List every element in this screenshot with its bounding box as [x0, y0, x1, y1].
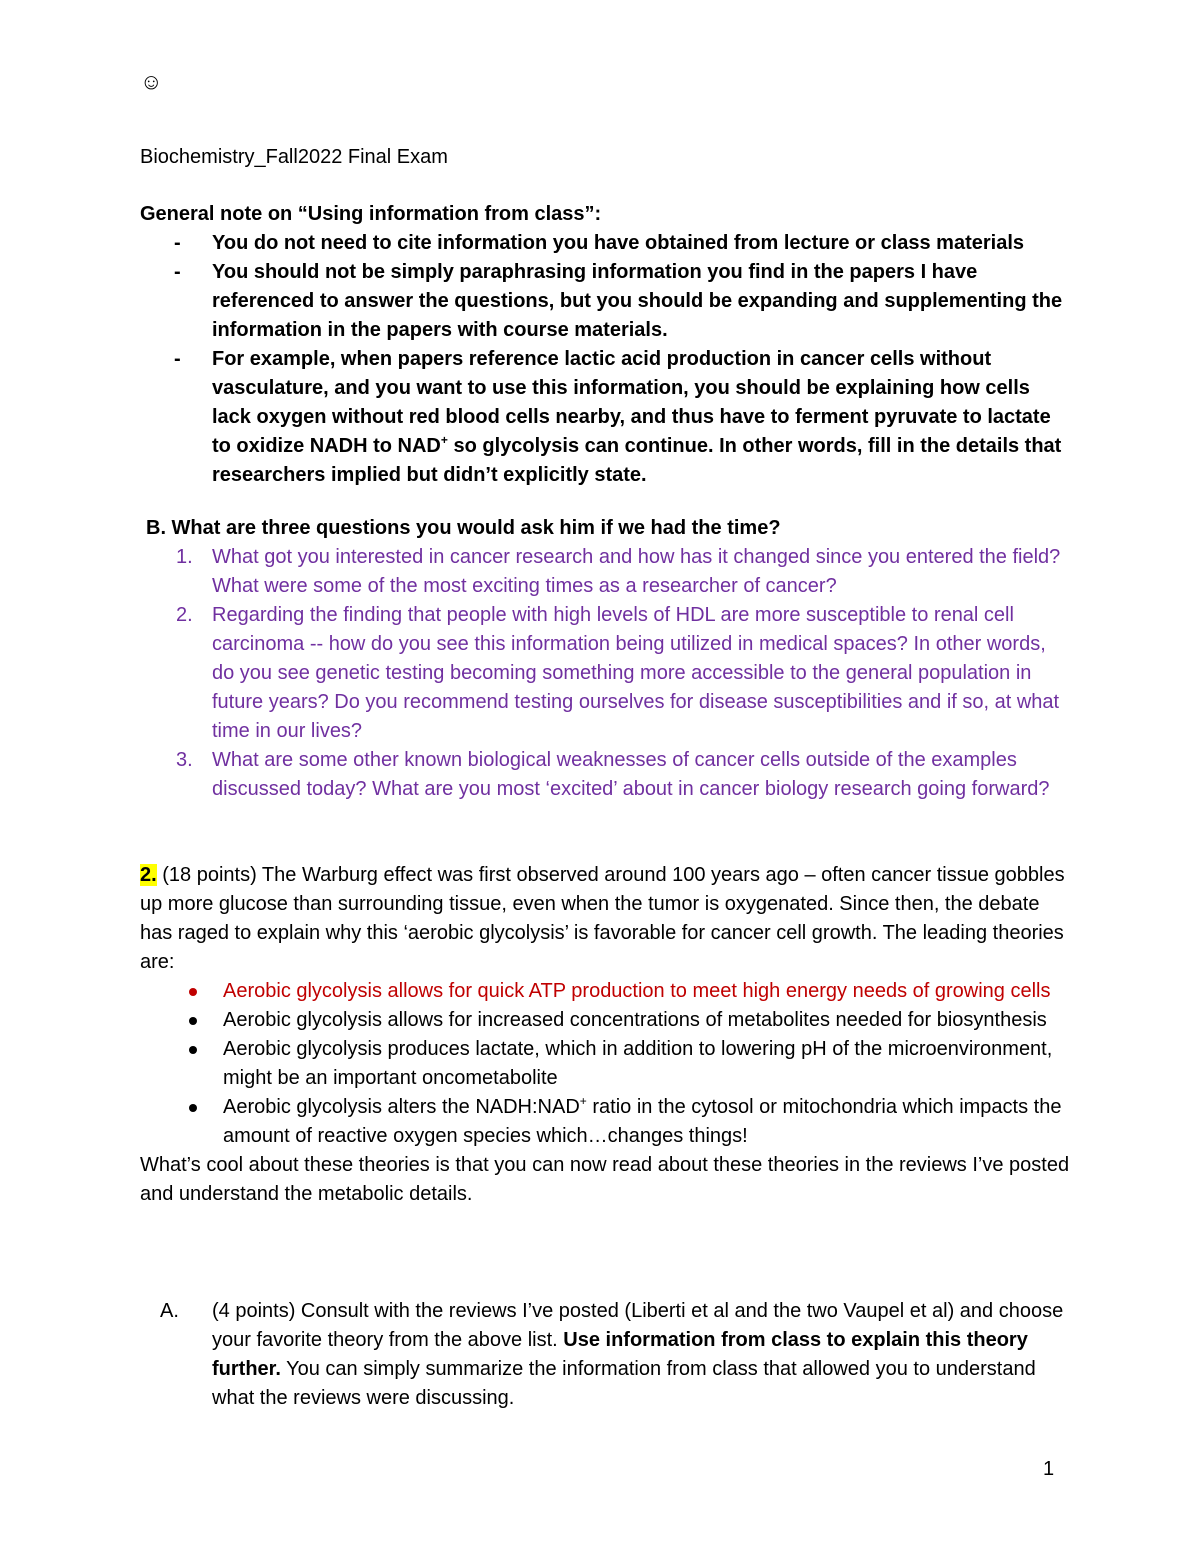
bullet-icon: [189, 1046, 197, 1054]
bullet-icon: [189, 1104, 197, 1112]
dash-marker: -: [174, 232, 181, 254]
smiley-icon: ☺: [140, 69, 163, 94]
theory-text-before: Aerobic glycolysis alters the NADH:NAD: [223, 1096, 580, 1118]
question-2-section: [140, 861, 1070, 1209]
answer-number: 3.: [176, 749, 193, 771]
question-b-heading: B. What are three questions you would ask him if we had the time?: [146, 517, 781, 539]
theory-list: [140, 977, 1070, 1151]
answer-text: What got you interested in cancer research and how has it changed since you entered the field? What were some of the most exciting times as a researcher of cancer?: [212, 546, 1061, 597]
theory-item: [140, 1006, 1070, 1035]
theory-item: [140, 1093, 1070, 1151]
list-item: [140, 229, 1070, 258]
question-2a-section: [140, 1297, 1070, 1413]
question-b-section: [146, 514, 1066, 804]
answer-text: What are some other known biological weaknesses of cancer cells outside of the examples discussed today? What are you most ‘excited’ about in cancer biology research going forward?: [212, 749, 1050, 800]
theory-item: [140, 977, 1070, 1006]
list-item: [140, 258, 1070, 345]
answer-item: [146, 543, 1066, 601]
list-item: [140, 345, 1070, 490]
answer-number: 2.: [176, 604, 193, 626]
dash-marker: -: [174, 261, 181, 283]
document-title: Biochemistry_Fall2022 Final Exam: [140, 146, 448, 168]
bullet-icon: [189, 988, 197, 996]
theory-text: Aerobic glycolysis produces lactate, which in addition to lowering pH of the microenvironment, might be an important oncometabolite: [223, 1038, 1053, 1089]
general-note-heading: General note on “Using information from class”:: [140, 203, 602, 225]
question-2-closing: What’s cool about these theories is that you can now read about these theories in the reviews I’ve posted and understand the metabolic details.: [140, 1154, 1070, 1205]
note-text-after: so glycolysis can continue. In other words, fill in the details that researchers implied but didn’t explicitly state.: [212, 435, 1062, 486]
page-number: 1: [1043, 1458, 1055, 1480]
theory-text-after: ratio in the cytosol or mitochondria which impacts the amount of reactive oxygen species which…changes things!: [223, 1096, 1062, 1147]
subquestion-text-bold: Use information from class to explain this theory further.: [212, 1329, 1028, 1380]
bullet-icon: [189, 1017, 197, 1025]
theory-text: Aerobic glycolysis allows for quick ATP production to meet high energy needs of growing cells: [223, 980, 1051, 1002]
question-2-text: (18 points) The Warburg effect was first observed around 100 years ago – often cancer tissue gobbles up more glucose than surrounding tissue, even when the tumor is oxygenated. Since then, the debate has raged to explain why this ‘aerobic glycolysis’ is favorable for cancer cell growth. The leading theories are:: [140, 864, 1065, 973]
answer-number: 1.: [176, 546, 193, 568]
dash-marker: -: [174, 348, 181, 370]
answer-item: [146, 601, 1066, 746]
answer-list: [146, 543, 1066, 804]
subquestion-list: [140, 1297, 1070, 1413]
subquestion-letter: A.: [160, 1300, 179, 1322]
theory-item: [140, 1035, 1070, 1093]
note-text-before: For example, when papers reference lactic acid production in cancer cells without vasculature, and you want to use this information, you should be explaining how cells lack oxygen without red blood cells nearby, and thus have to ferment pyruvate to lactate to oxidize NADH to NAD: [212, 348, 1051, 457]
note-text: You do not need to cite information you have obtained from lecture or class materials: [212, 232, 1025, 254]
general-note-list: [140, 229, 1070, 490]
general-note-section: [140, 200, 1070, 490]
subquestion-item: [140, 1297, 1070, 1413]
superscript-plus: +: [440, 433, 448, 447]
superscript-plus: +: [579, 1094, 587, 1108]
question-2-intro: [140, 861, 1070, 977]
question-number: 2.: [140, 864, 157, 886]
note-text: You should not be simply paraphrasing information you find in the papers I have referenced to answer the questions, but you should be expanding and supplementing the information in the papers with course materials.: [212, 261, 1063, 341]
answer-text: Regarding the finding that people with high levels of HDL are more susceptible to renal cell carcinoma -- how do you see this information being utilized in medical spaces? In other words, do you see genetic testing becoming something more accessible to the general population in future years? Do you recommend testing ourselves for disease susceptibilities and if so, at what time in our lives?: [212, 604, 1060, 742]
subquestion-text-after: You can simply summarize the information from class that allowed you to understand what the reviews were discussing.: [212, 1358, 1036, 1409]
answer-item: [146, 746, 1066, 804]
theory-text: Aerobic glycolysis allows for increased concentrations of metabolites needed for biosynthesis: [223, 1009, 1047, 1031]
subquestion-text-before: (4 points) Consult with the reviews I’ve posted (Liberti et al and the two Vaupel et al) and choose your favorite theory from the above list.: [212, 1300, 1064, 1351]
